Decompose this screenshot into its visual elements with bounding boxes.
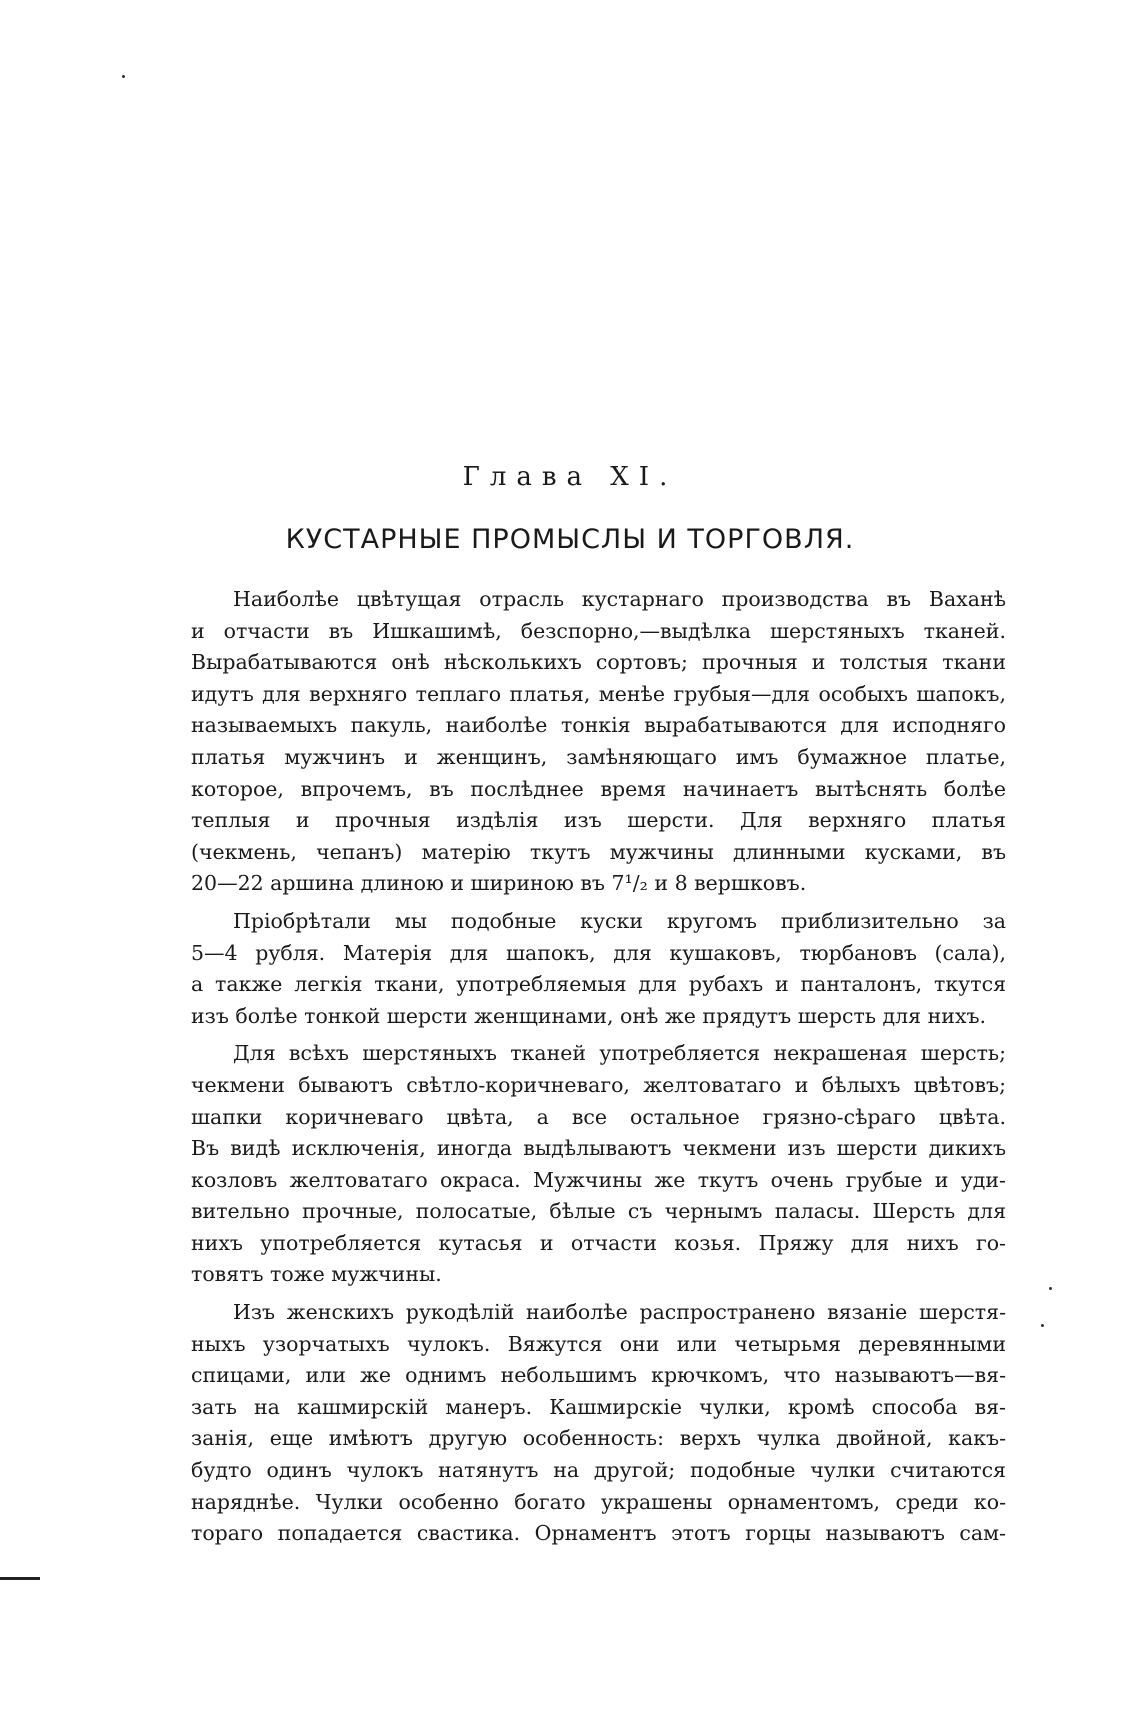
scan-speck bbox=[1041, 1324, 1044, 1327]
text-line: а также легкія ткани, употребляемыя для рубахъ и панталонъ, ткутся bbox=[191, 972, 1006, 997]
text-line: Наиболѣе цвѣтущая отрасль кустарнаго производства въ Ваханѣ bbox=[233, 587, 1006, 611]
text-line: платья мужчинъ и женщинъ, замѣняющаго имъ бумажное платье, bbox=[191, 744, 1006, 769]
text-line: спицами, или же однимъ небольшимъ крючкомъ, что называютъ—вя- bbox=[191, 1363, 1006, 1388]
text-line: идутъ для верхняго теплаго платья, менѣе грубыя—для особыхъ шапокъ, bbox=[191, 681, 1006, 706]
chapter-label: Глава XI. bbox=[462, 462, 678, 492]
text-line: наряднѣе. Чулки особенно богато украшены орнаментомъ, среди ко- bbox=[191, 1489, 1006, 1514]
scan-speck bbox=[122, 75, 125, 78]
text-line: чекмени бываютъ свѣтло-коричневаго, желтоватаго и бѣлыхъ цвѣтовъ; bbox=[191, 1072, 1006, 1097]
text-line: товятъ тоже мужчины. bbox=[191, 1262, 442, 1287]
paragraph bbox=[191, 1297, 1006, 1550]
text-line: и отчасти въ Ишкашимѣ, безспорно,—выдѣлка шерстяныхъ тканей. bbox=[191, 618, 1006, 643]
text-line: (чекмень, чепанъ) матерію ткутъ мужчины длинными кусками, въ bbox=[191, 839, 1006, 864]
text-line: будто одинъ чулокъ натянутъ на другой; подобные чулки считаются bbox=[191, 1458, 1006, 1483]
text-line: Вырабатываются онѣ нѣсколькихъ сортовъ; прочныя и толстыя ткани bbox=[191, 650, 1006, 675]
text-line: Изъ женскихъ рукодѣлій наиболѣе распространено вязаніе шерстя- bbox=[233, 1300, 1006, 1325]
text-line: теплыя и прочныя издѣлія изъ шерсти. Для верхняго платья bbox=[191, 808, 1006, 833]
text-line: 20—22 аршина длиною и шириною въ 7¹/₂ и 8 вершковъ. bbox=[191, 871, 807, 896]
text-line: называемыхъ пакуль, наиболѣе тонкія вырабатываются для исподняго bbox=[191, 713, 1006, 738]
paragraph bbox=[191, 1038, 1006, 1291]
scan-speck bbox=[1049, 1287, 1052, 1290]
margin-dash bbox=[0, 1577, 40, 1580]
text-line: нихъ употребляется кутасья и отчасти козья. Пряжу для нихъ го- bbox=[191, 1230, 1006, 1255]
text-line: козловъ желтоватаго окраса. Мужчины же ткутъ очень грубые и уди- bbox=[191, 1167, 1006, 1192]
text-line: Для всѣхъ шерстяныхъ тканей употребляется некрашеная шерсть; bbox=[233, 1041, 1006, 1066]
text-line: ныхъ узорчатыхъ чулокъ. Вяжутся они или четырьмя деревянными bbox=[191, 1331, 1006, 1356]
text-line: зать на кашмирскій манеръ. Кашмирскіе чулки, кромѣ способа вя- bbox=[191, 1394, 1006, 1419]
paragraph bbox=[191, 906, 1006, 1032]
text-line: шапки коричневаго цвѣта, а все остальное грязно-сѣраго цвѣта. bbox=[191, 1104, 1006, 1129]
text-line: Пріобрѣтали мы подобные куски кругомъ приблизительно за bbox=[233, 908, 1006, 933]
text-line: тораго попадается свастика. Орнаментъ этотъ горцы называютъ сам- bbox=[191, 1521, 1006, 1546]
text-line: Въ видѣ исключенія, иногда выдѣлываютъ чекмени изъ шерсти дикихъ bbox=[191, 1136, 1006, 1161]
text-line: которое, впрочемъ, въ послѣднее время начинаетъ вытѣснять болѣе bbox=[191, 776, 1006, 801]
text-line: занія, еще имѣютъ другую особенность: верхъ чулка двойной, какъ- bbox=[191, 1426, 1006, 1451]
body-text bbox=[191, 584, 1006, 1556]
text-line: вительно прочные, полосатые, бѣлые съ чернымъ паласы. Шерсть для bbox=[191, 1199, 1006, 1224]
text-line: изъ болѣе тонкой шерсти женщинами, онѣ же прядутъ шерсть для нихъ. bbox=[191, 1003, 987, 1028]
text-line: 5—4 рубля. Матерія для шапокъ, для кушаковъ, тюрбановъ (сала), bbox=[191, 940, 1006, 965]
chapter-title: КУСТАРНЫЕ ПРОМЫСЛЫ И ТОРГОВЛЯ. bbox=[285, 524, 855, 555]
paragraph bbox=[191, 584, 1006, 900]
